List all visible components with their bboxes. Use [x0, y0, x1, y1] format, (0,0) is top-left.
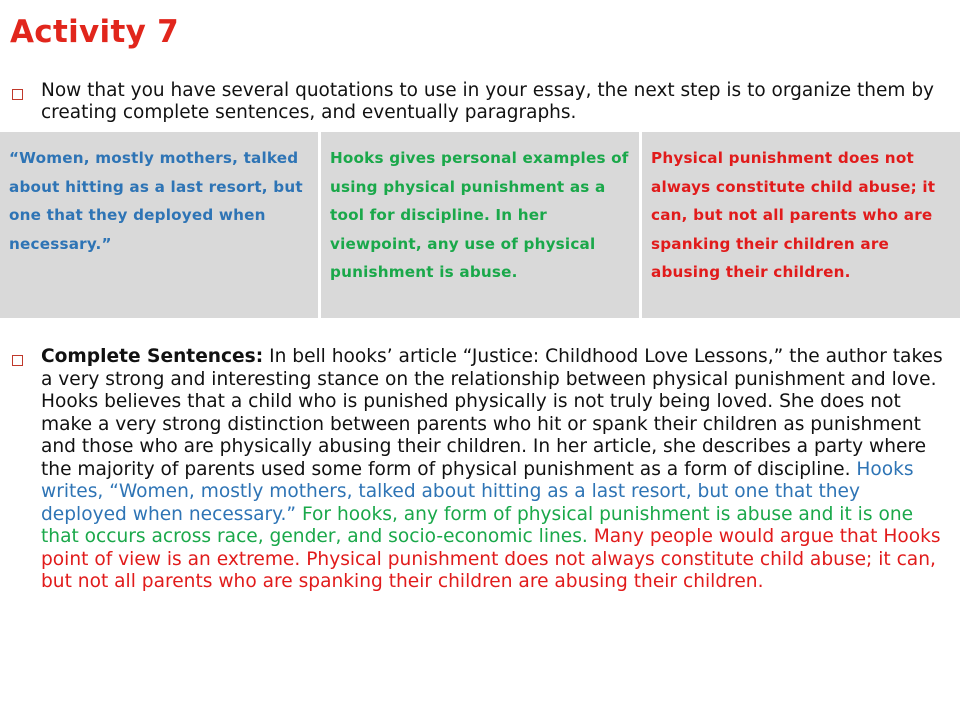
response-box: Physical punishment does not always constitute child abuse; it can, but not all parents who are spanking their children are abusing their children.: [642, 132, 960, 318]
essay-label: Complete Sentences:: [41, 346, 264, 367]
square-bullet-icon: [12, 89, 23, 100]
essay-analysis: For hooks, any form of physical punishment is abuse and it is one that occurs across race, gender, and socio-economic lines.: [41, 503, 914, 547]
page-title: Activity 7: [10, 14, 180, 50]
quote-box: “Women, mostly mothers, talked about hitting as a last resort, but one that they deployed when necessary.”: [0, 132, 318, 318]
essay-paragraph: [41, 346, 947, 594]
essay-quote: Hooks writes, “Women, mostly mothers, talked about hitting as a last resort, but one that they deployed when necessary.”: [41, 458, 914, 525]
intro-text: Now that you have several quotations to use in your essay, the next step is to organize them by creating complete sentences, and eventually paragraphs.: [41, 80, 935, 123]
essay-response: Many people would argue that Hooks point of view is an extreme. Physical punishment does not always constitute child abuse; it can, but not all parents who are spanking their children are abusing their children.: [41, 526, 941, 592]
essay-body: In bell hooks’ article “Justice: Childhood Love Lessons,” the author takes a very strong and interesting stance on the relationship between physical punishment and love. Hooks believes that a child who is punished physically is not truly being loved. She does not make a very strong distinction between parents who hit or spank their children as punishment and those who are physically abusing their children. In her article, she describes a party where the majority of parents used some form of physical punishment as a form of discipline.: [41, 346, 943, 480]
intro-bullet: [12, 80, 942, 124]
summary-box: Hooks gives personal examples of using physical punishment as a tool for discipline. In her viewpoint, any use of physical punishment is abuse.: [321, 132, 639, 318]
square-bullet-icon: [12, 355, 23, 366]
quotation-boxes: [0, 132, 960, 318]
complete-sentences-bullet: [12, 346, 947, 594]
